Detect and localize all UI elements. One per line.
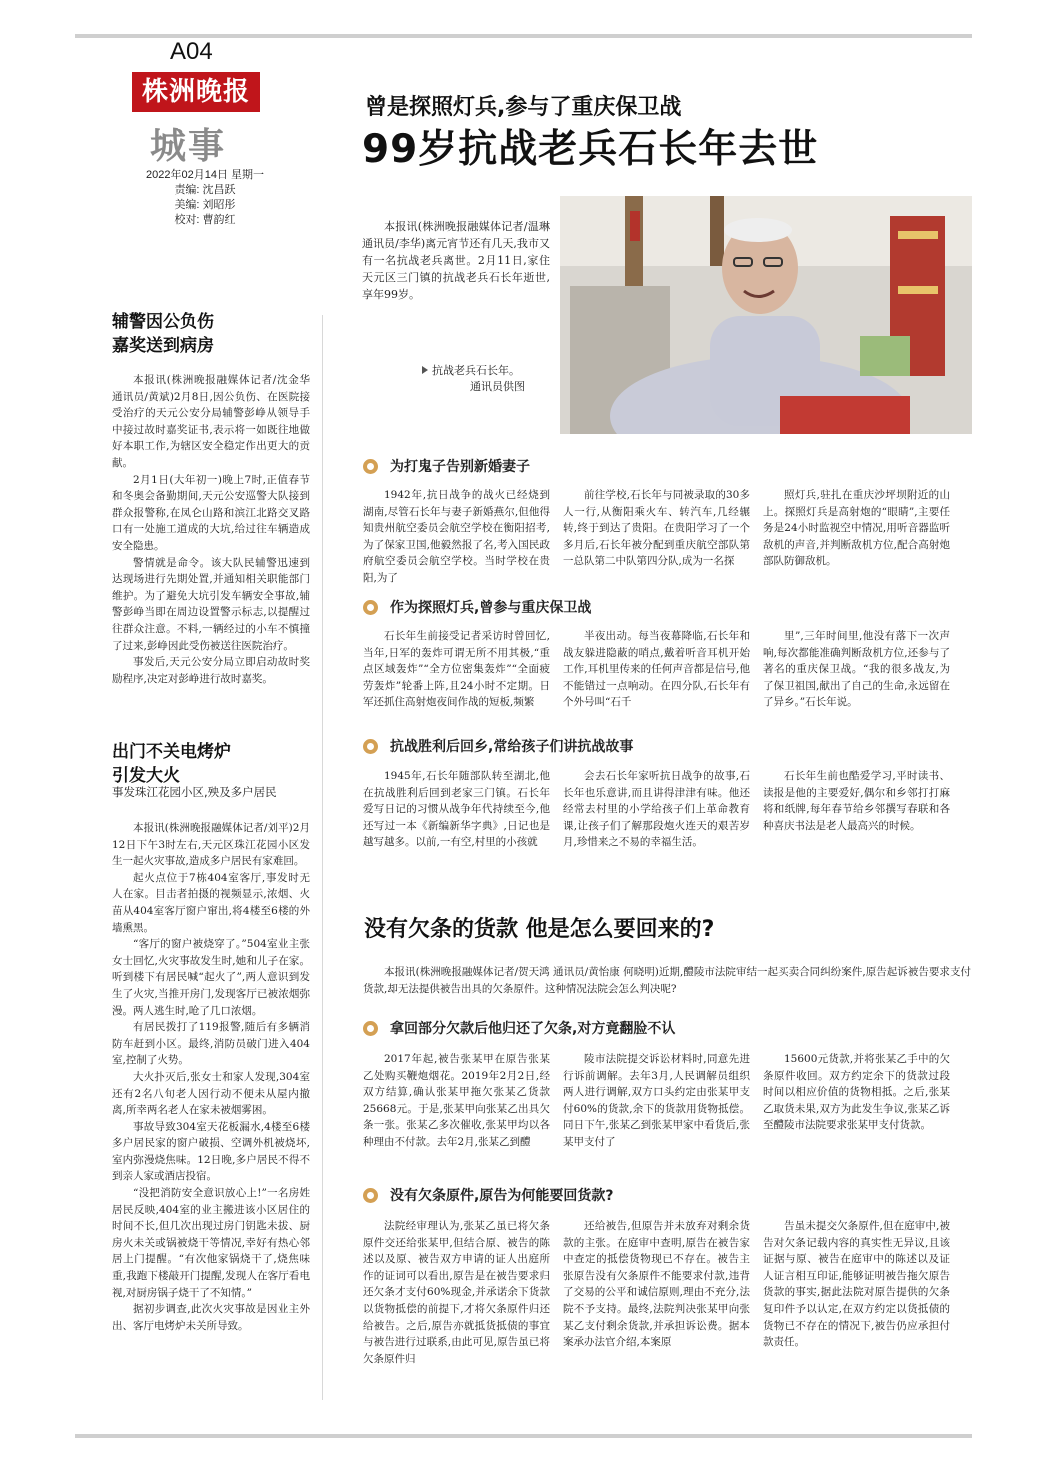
story2-s1-col3: 15600元货款,并将张某乙手中的欠条原件收回。双方约定余下的货款过段时间以相应价值的货物相抵。之后,张某乙取货未果,双方为此发生争议,张某乙诉至醴陵市法院要求张某甲支付货款。 xyxy=(763,1053,950,1132)
subhead-bullet-icon xyxy=(363,1188,378,1203)
art-editor-line: 美编: 刘昭彤 xyxy=(174,199,236,211)
proofreader-line: 校对: 曹韵红 xyxy=(174,214,236,226)
left-story2-headline: 出门不关电烤炉 引发大火 xyxy=(112,742,231,786)
subhead-bullet-icon xyxy=(363,1021,378,1036)
story2-subhead-2: 没有欠条原件,原告为何能要回货款? xyxy=(363,1185,613,1205)
story2-headline: 没有欠条的货款 他是怎么要回来的? xyxy=(364,917,715,942)
bottom-rule xyxy=(75,1434,972,1438)
photo-caption xyxy=(422,363,525,395)
story1-lead: 本报讯(株洲晚报融媒体记者/温琳 通讯员/李华)离元宵节还有几天,我市又有一名抗战老兵离世。2月11日,家住天元区三门镇的抗战老兵石长年逝世,享年99岁。 xyxy=(362,220,550,301)
story2-subhead-1: 拿回部分欠款后他归还了欠条,对方竟翻脸不认 xyxy=(363,1018,675,1038)
story1-s1-col1: 1942年,抗日战争的战火已经烧到湖南,尽管石长年与妻子新婚燕尔,但他得知贵州航空委员会航空学校在衡阳招考,为了保家卫国,他毅然报了名,考入国民政府航空委员会航空学校。当时学校在贵阳,为了 xyxy=(363,489,550,584)
editor-credits xyxy=(130,168,280,228)
story2-s1-col1: 2017年起,被告张某甲在原告张某乙处购买鞭炮烟花。2019年2月2日,经双方结算,确认张某甲拖欠张某乙货款25668元。于是,张某甲向张某乙出具欠条一张。张某乙多次催收,张某甲均以各种理由不付款。去年2月,张某乙到醴 xyxy=(363,1053,550,1148)
photo-credit: 通讯员供图 xyxy=(470,380,525,393)
story1-s2-col2: 半夜出动。每当夜幕降临,石长年和战友躲进隐蔽的哨点,戴着听音耳机开始工作,耳机里传来的任何声音都是信号,他不能错过一点响动。在四分队,石长年有个外号叫“石千 xyxy=(563,630,750,709)
caption-text: 抗战老兵石长年。 xyxy=(432,364,520,377)
left-story2-subtitle: 事发珠江花园小区,殃及多户居民 xyxy=(112,785,277,799)
story1-s1-col2: 前往学校,石长年与同被录取的30多人一行,从衡阳乘火车、转汽车,几经辗转,终于到达了贵阳。在贵阳学习了一个多月后,石长年被分配到重庆航空部队第一总队第二中队第四分队,成为一名探 xyxy=(563,489,750,568)
story1-subhead-3: 抗战胜利后回乡,常给孩子们讲抗战故事 xyxy=(363,736,633,756)
masthead-logo: 株洲晚报 xyxy=(132,72,260,112)
story1-s2-col1: 石长年生前接受记者采访时曾回忆,当年,日军的轰炸可谓无所不用其极,“重点区域轰炸”“全方位密集轰炸”“全面疲劳轰炸”轮番上阵,且24小时不定期。日军还抓住高射炮夜间作战的短板,频繁 xyxy=(363,630,550,709)
story2-s2-col2: 还给被告,但原告并未放弃对剩余货款的主张。在庭审中查明,原告在被告家中查定的抵偿货物现已不存在。被告主张原告没有欠条原件不能要求付款,违背了交易的公平和诚信原则,理由不充分,法院不予支持。最终,法院判决张某甲向张某乙支付剩余货款,并承担诉讼费。据本案承办法官介绍,本案原 xyxy=(563,1220,750,1349)
page-number: A04 xyxy=(170,38,213,65)
story1-s3-col2: 会去石长年家听抗日战争的故事,石长年也乐意讲,而且讲得津津有味。他还经常去村里的小学给孩子们上革命教育课,让孩子们了解那段炮火连天的艰苦岁月,珍惜来之不易的幸福生活。 xyxy=(563,770,750,849)
story1-s3-col1: 1945年,石长年随部队转至湖北,他在抗战胜利后回到老家三门镇。石长年爱写日记的习惯从战争年代持续至今,他还写过一本《新编新华字典》,日记也是越写越多。以前,一有空,村里的小孩就 xyxy=(363,770,550,849)
left-story2-body: 本报讯(株洲晚报融媒体记者/刘平)2月12日下午3时左右,天元区珠江花园小区发生一起火灾事故,造成多户居民有家难回。 起火点位于7栋404室客厅,事发时无人在家。目击者拍摄的视频显示,浓烟、火苗从404室客厅窗户窜出,将4楼至6楼的外墙熏黑。 “客厅的窗户被烧穿了。”504室业主张女士回忆,火灾事故发生时,她和儿子在家。听到楼下有居民喊“起火了”,两人意识到发生了火灾,当推开房门,发现客厅已被浓烟弥漫。两人逃生时,呛了几口浓烟。 有居民拨打了119报警,随后有多辆消防车赶到小区。最终,消防员破门进入404室,控制了火势。 大火扑灭后,张女士和家人发现,304室还有2名八旬老人因行动不便未从屋内撤离,所幸两名老人在家未被烟雾困。 事故导致304室天花板漏水,4楼至6楼多户居民家的窗户破损、空调外机被烧坏,室内弥漫烧焦味。12日晚,多户居民不得不到亲人家或酒店投宿。 “没把消防安全意识放心上!”一名房姓居民反映,404室的业主搬进该小区居住的时间不长,但几次出现过房门钥匙未拔、厨房火未关或锅被烧干等情况,幸好有热心邻居上门提醒。“有次他家锅烧干了,烧焦味重,我跑下楼敲开门提醒,发现人在客厅看电视,对厨房锅子烧干了不知情。” 据初步调查,此次火灾事故是因业主外出、客厅电烤炉未关所导致。 xyxy=(112,822,310,1332)
section-title: 城事 xyxy=(150,125,227,167)
subhead-bullet-icon xyxy=(363,739,378,754)
story1-s3-col3: 石长年生前也酷爱学习,平时读书、读报是他的主要爱好,偶尔和乡邻打打麻将和纸牌,每年春节给乡邻撰写春联和各种喜庆书法是老人最高兴的时候。 xyxy=(763,770,950,832)
story1-headline: 99岁抗战老兵石长年去世 xyxy=(362,127,819,172)
subhead-bullet-icon xyxy=(363,459,378,474)
issue-date: 2022年02月14日 星期一 xyxy=(146,169,264,181)
story1-kicker: 曾是探照灯兵,参与了重庆保卫战 xyxy=(365,95,682,120)
column-divider xyxy=(322,315,323,1400)
story1-subhead-1: 为打鬼子告别新婚妻子 xyxy=(363,456,530,476)
left-story1-body: 本报讯(株洲晚报融媒体记者/沈金华 通讯员/黄斌)2月8日,因公负伤、在医院接受治疗的天元公安分局辅警彭峥从领导手中接过故时嘉奖证书,表示将一如既往地做好本职工作,为辖区安全稳定作出更大的贡献。 2月1日(大年初一)晚上7时,正值春节和冬奥会备勤期间,天元公安巡警大队接到群众报警称,在凤仑山路和滨江北路交叉路口有一处施工道成的大坑,给过往车辆造成安全隐患。 警情就是命令。该大队民辅警迅速到达现场进行先期处置,并通知相关职能部门维护。为了避免大坑引发车辆安全事故,辅警彭峥当即在周边设置警示标志,以提醒过往群众注意。不料,一辆经过的小车不慎撞了过来,彭峥因此受伤被送往医院治疗。 事发后,天元公安分局立即启动故时奖励程序,决定对彭峥进行故时嘉奖。 xyxy=(112,374,310,685)
story1-subhead-2: 作为探照灯兵,曾参与重庆保卫战 xyxy=(363,597,591,617)
story2-s2-col3: 告虽未提交欠条原件,但在庭审中,被告对欠条记载内容的真实性无异议,且该证据与原、被告在庭审中的陈述以及证人证言相互印证,能够证明被告拖欠原告货款的事实,据此法院对原告提供的欠条复印件予以认定,在双方约定以货抵债的货物已不存在的情况下,被告仍应承担付款责任。 xyxy=(763,1220,950,1349)
story2-s2-col1: 法院经审理认为,张某乙虽已将欠条原件交还给张某甲,但结合原、被告的陈述以及原、被告双方申请的证人出庭所作的证词可以看出,原告是在被告要求归还欠条才支付60%现金,并承诺余下货款以货物抵偿的前提下,才将欠条原件归还给被告。之后,原告亦就抵货抵债的事宜与被告进行过联系,由此可见,原告虽已将欠条原件归 xyxy=(363,1220,550,1365)
left-story1-headline: 辅警因公负伤 嘉奖送到病房 xyxy=(112,312,214,356)
story1-s2-col3: 里”,三年时间里,他没有落下一次声响,每次都能准确判断敌机方位,还参与了著名的重庆保卫战。“我的很多战友,为了保卫祖国,献出了自己的生命,永远留在了异乡。”石长年说。 xyxy=(763,630,950,709)
subhead-bullet-icon xyxy=(363,600,378,615)
story2-s1-col2: 陵市法院提交诉讼材料时,同意先进行诉前调解。去年3月,人民调解员组织两人进行调解,双方口头约定由张某甲支付60%的货款,余下的货款用货物抵偿。同日下午,张某乙到张某甲家中看货后,张某甲支付了 xyxy=(563,1053,750,1148)
story2-lead: 本报讯(株洲晚报融媒体记者/贺天鸿 通讯员/黄怡康 何晓明)近期,醴陵市法院审结一起买卖合同纠纷案件,原告起诉被告要求支付货款,却无法提供被告出具的欠条原件。这种情况法院会怎么判决呢? xyxy=(363,966,971,995)
story1-s1-col3: 照灯兵,驻扎在重庆沙坪坝附近的山上。探照灯兵是高射炮的“眼睛”,主要任务是24小时监视空中情况,用听音器监听敌机的声音,并判断敌机方位,配合高射炮部队防御敌机。 xyxy=(763,489,950,568)
editor-line: 责编: 沈昌跃 xyxy=(174,184,236,196)
caption-arrow-icon xyxy=(422,366,428,374)
veteran-photo xyxy=(560,196,972,434)
